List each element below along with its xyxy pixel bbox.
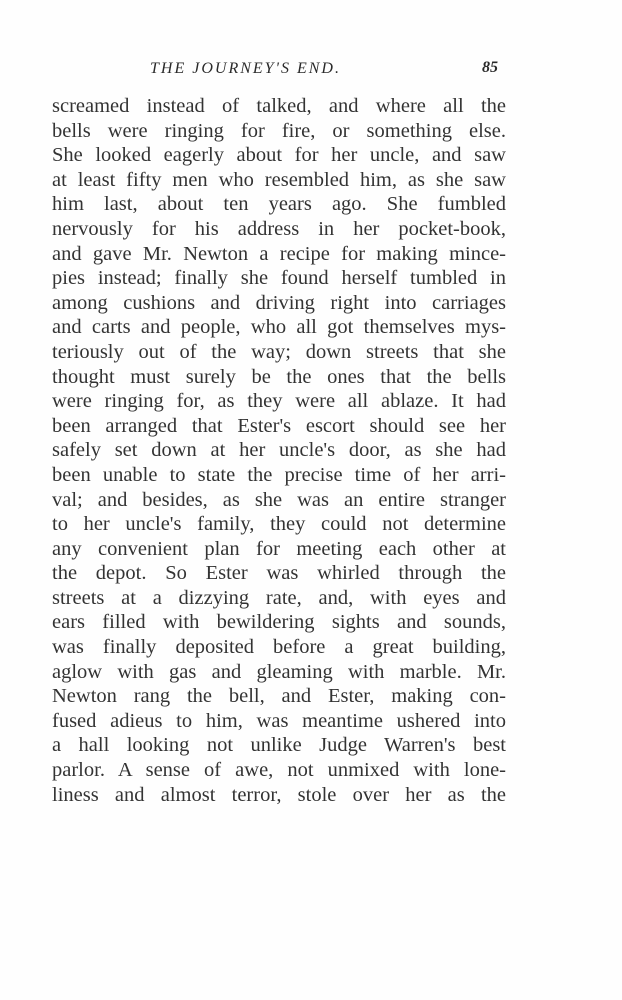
text-line: been arranged that Ester's escort should see her [52,414,506,437]
text-line: screamed instead of talked, and where all the [52,95,506,117]
text-line: ears filled with bewildering sights and sounds, [52,611,506,634]
text-line: nervously for his address in her pocket-book, [52,217,506,240]
page-number: 85 [482,59,498,76]
text-line: val; and besides, as she was an entire stranger [52,488,506,511]
text-line: been unable to state the precise time of her arri- [52,463,506,486]
body-text [52,94,506,807]
text-line: parlor. A sense of awe, not unmixed with lone- [52,759,506,782]
text-line: safely set down at her uncle's door, as she had [52,439,506,462]
text-line: him last, about ten years ago. She fumbled [52,193,506,216]
text-line: and carts and people, who all got themselves mys- [52,316,506,339]
text-line: streets at a dizzying rate, and, with eyes and [52,586,506,609]
text-line: bells were ringing for fire, or something else. [52,119,506,142]
text-line: Newton rang the bell, and Ester, making con- [52,685,506,708]
text-line: and gave Mr. Newton a recipe for making mince- [52,242,506,265]
text-line: teriously out of the way; down streets that she [52,340,506,363]
text-line: thought must surely be the ones that the bells [52,365,506,388]
text-line: the depot. So Ester was whirled through the [52,562,506,585]
text-line: fused adieus to him, was meantime ushered into [52,709,506,732]
text-line: at least fifty men who resembled him, as she saw [52,168,506,191]
text-line: to her uncle's family, they could not determine [52,513,506,536]
text-line: among cushions and driving right into carriages [52,291,506,314]
text-line: She looked eagerly about for her uncle, and saw [52,144,506,167]
text-line: aglow with gas and gleaming with marble. Mr. [52,660,506,683]
text-line: were ringing for, as they were all ablaze. It had [52,390,506,413]
text-line: was finally deposited before a great building, [52,636,506,659]
text-line: liness and almost terror, stole over her as the [52,783,506,806]
running-title: THE JOURNEY'S END. [150,60,341,77]
text-line: a hall looking not unlike Judge Warren's best [52,734,506,757]
text-line: any convenient plan for meeting each other at [52,537,506,560]
text-line: pies instead; finally she found herself tumbled in [52,267,506,290]
